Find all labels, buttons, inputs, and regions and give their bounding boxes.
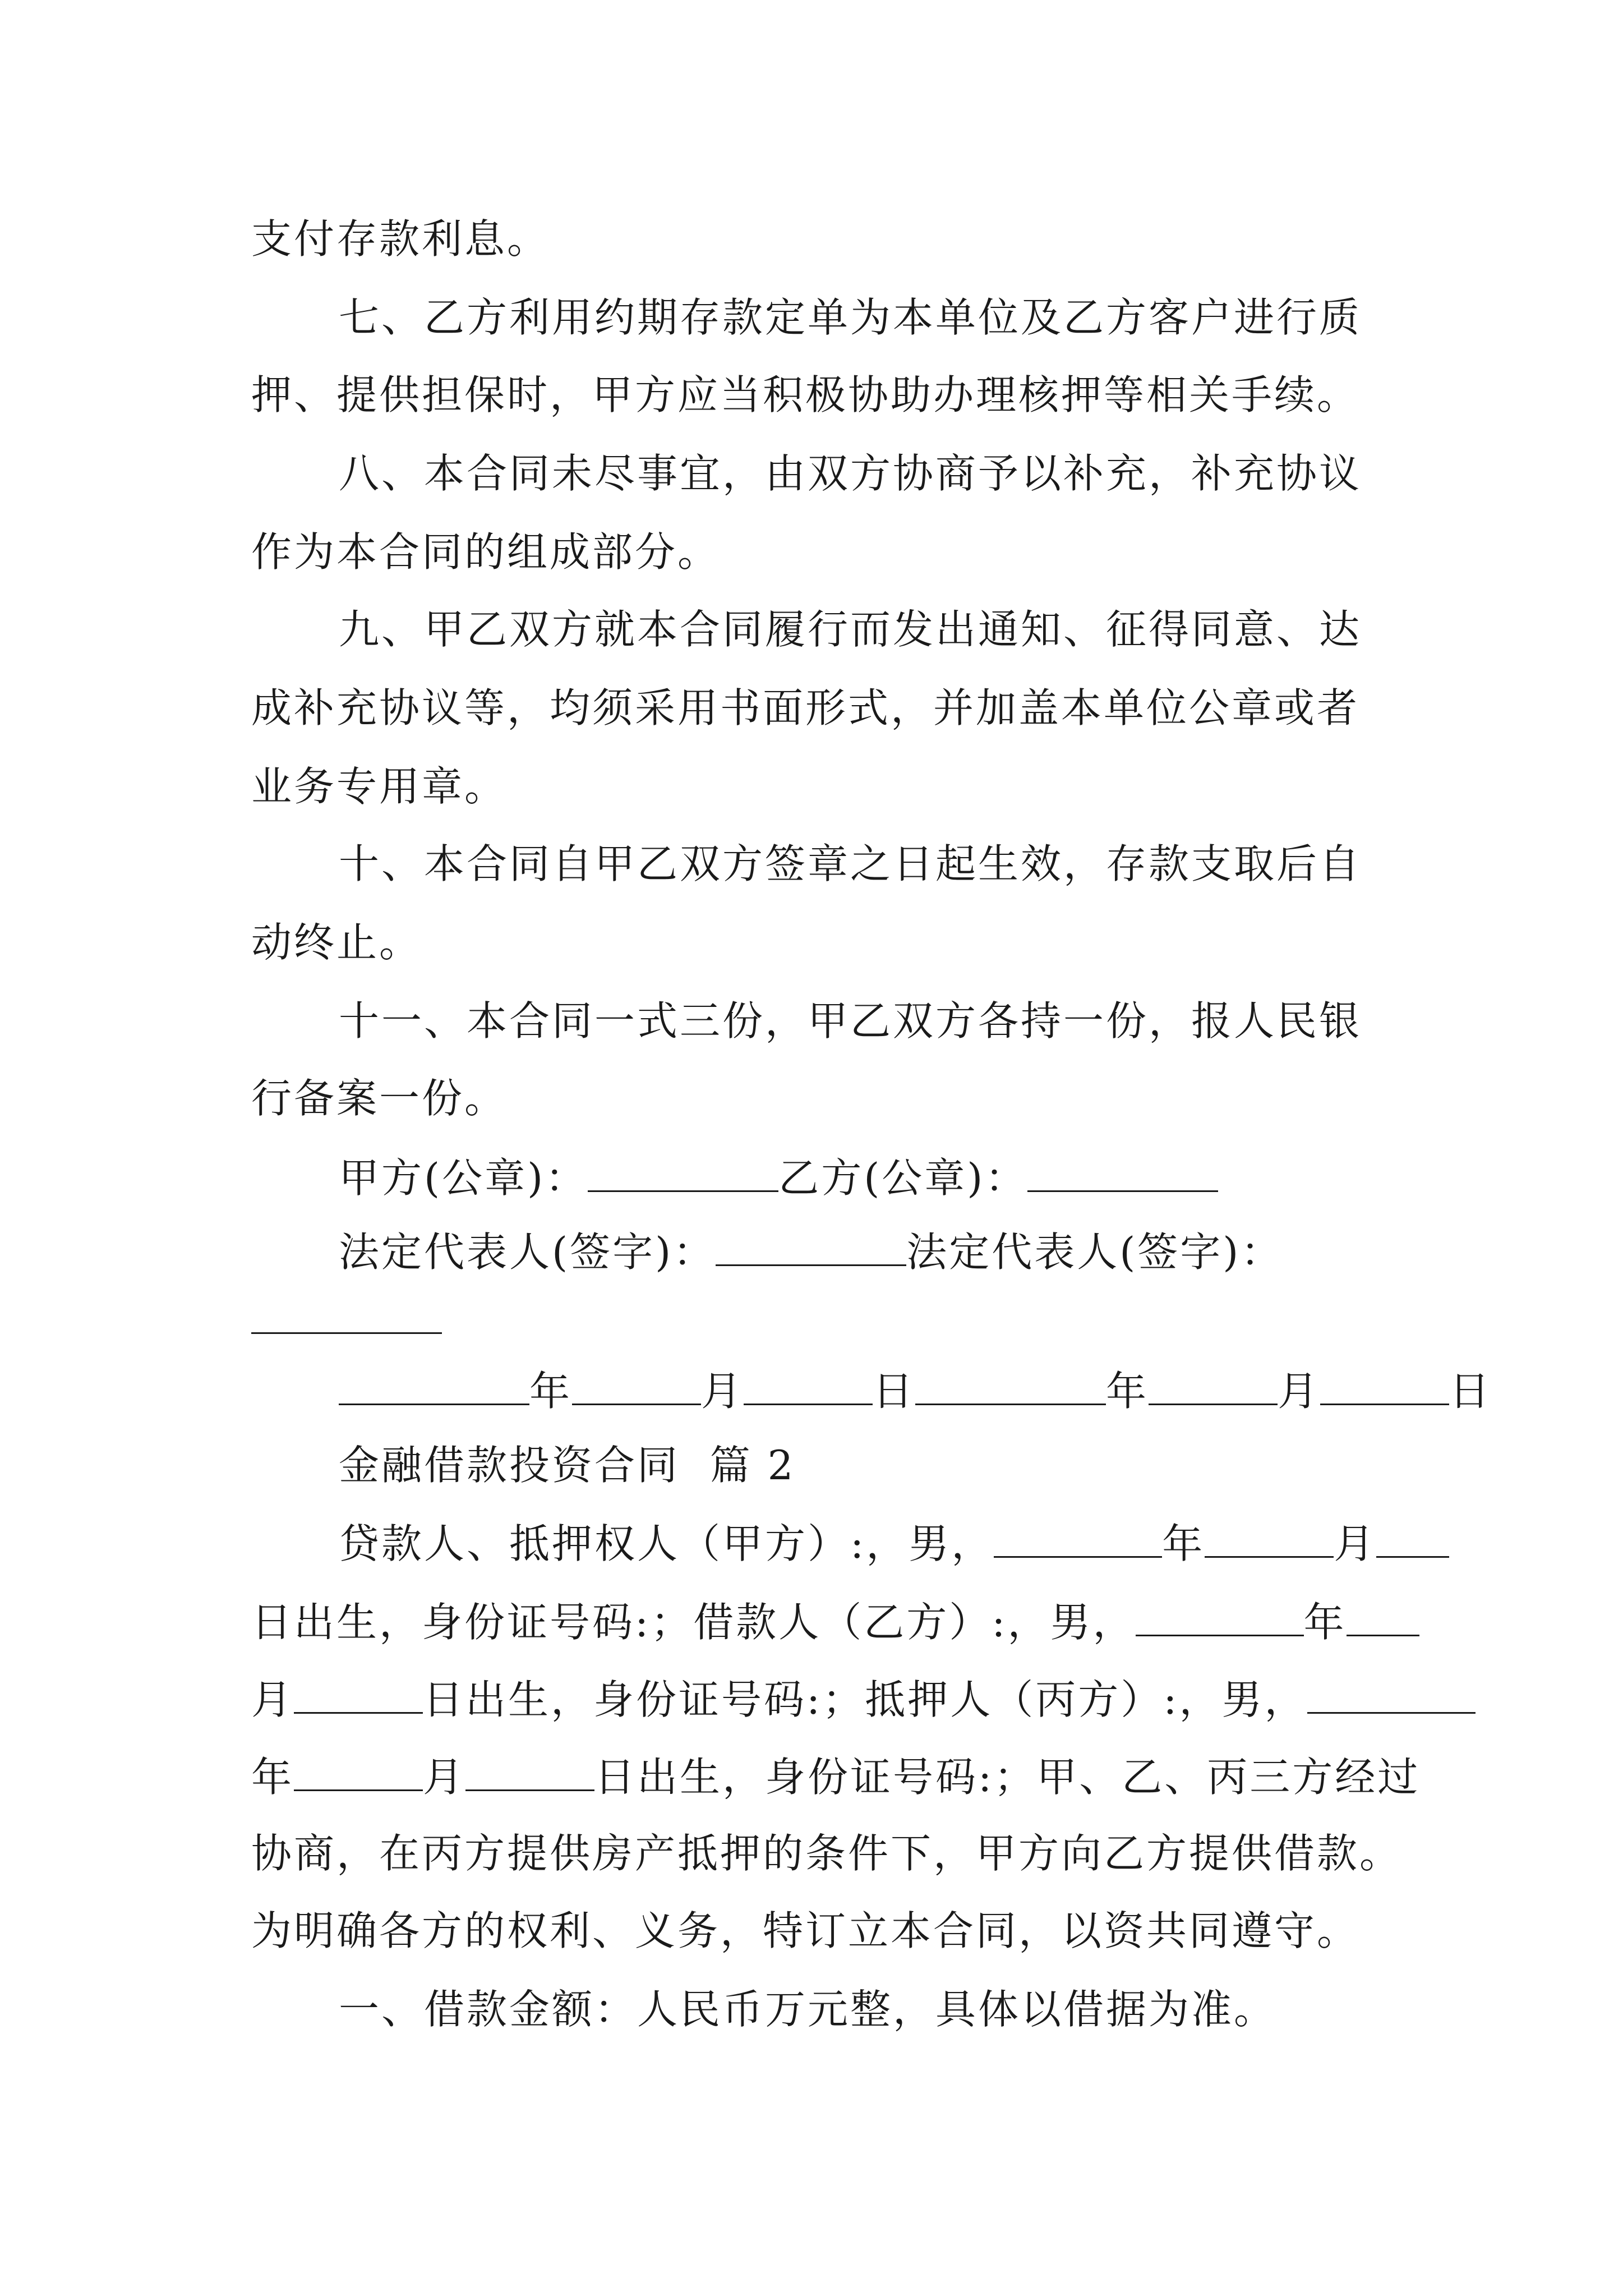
section2-article-1: 一、借款金额：人民币万元整，具体以借据为准。: [339, 1986, 1277, 2033]
mortgagor-birth-day-blank: [465, 1755, 594, 1791]
section2-line-4: [251, 1754, 1421, 1801]
year-label-a: 年: [529, 1368, 573, 1415]
article-9-line-1: 九、甲乙双方就本合同履行而发出通知、征得同意、达: [339, 606, 1362, 653]
month-blank-b: [1149, 1369, 1278, 1405]
lender-birth-day-blank: [1376, 1521, 1449, 1558]
party-b-representative-label: 法定代表人(签字)：: [906, 1228, 1284, 1276]
article-9-line-2: 成补充协议等，均须采用书面形式，并加盖本单位公章或者: [251, 684, 1360, 731]
mortgagor-birth-year-blank: [1307, 1677, 1476, 1714]
article-9-line-3: 业务专用章。: [251, 763, 508, 810]
article-11-line-1: 十一、本合同一式三份，甲乙双方各持一份，报人民银: [339, 997, 1362, 1045]
section2-line-2: [251, 1599, 1419, 1646]
article-8-line-2: 作为本合同的组成部分。: [251, 528, 721, 576]
section2-line-3: [251, 1676, 1476, 1723]
borrower-info-text: 日出生，身份证号码:；借款人（乙方）:，男，: [251, 1599, 1136, 1646]
signature-date-line: [339, 1368, 1492, 1415]
lender-info-text: 贷款人、抵押权人（甲方）:，男，: [339, 1520, 994, 1567]
article-10-line-2: 动终止。: [251, 919, 422, 966]
year-blank-b: [915, 1369, 1106, 1405]
section2-line-6: 为明确各方的权利、义务，特订立本合同，以资共同遵守。: [251, 1907, 1360, 1954]
mortgagor-year-label: 年: [251, 1754, 294, 1801]
month-blank-a: [572, 1369, 701, 1405]
borrower-birth-month-blank: [1347, 1600, 1419, 1636]
section-title: 金融借款投资合同 篇 2: [339, 1442, 796, 1489]
borrower-year-label: 年: [1303, 1599, 1347, 1646]
lender-month-label: 月: [1334, 1520, 1377, 1567]
party-b-seal-label: 乙方(公章)：: [778, 1154, 1028, 1202]
borrower-birth-day-blank: [294, 1677, 423, 1714]
party-a-representative-label: 法定代表人(签字)：: [339, 1228, 716, 1276]
lender-year-label: 年: [1162, 1520, 1205, 1567]
article-10-line-1: 十、本合同自甲乙双方签章之日起生效，存款支取后自: [339, 840, 1362, 887]
section2-line-5: 协商，在丙方提供房产抵押的条件下，甲方向乙方提供借款。: [251, 1830, 1403, 1877]
month-label-b: 月: [1278, 1368, 1321, 1415]
lender-birth-year-blank: [994, 1521, 1162, 1558]
paragraph-line: 支付存款利息。: [251, 215, 550, 263]
day-blank-b: [1320, 1369, 1449, 1405]
party-a-representative-blank: [716, 1230, 906, 1266]
article-7-line-1: 七、乙方利用约期存款定单为本单位及乙方客户进行质: [339, 294, 1362, 341]
lender-birth-month-blank: [1205, 1521, 1334, 1558]
mortgagor-month-label: 月: [423, 1754, 466, 1801]
year-label-b: 年: [1106, 1368, 1149, 1415]
day-label-a: 日: [873, 1368, 916, 1415]
section2-line-1: [339, 1520, 1449, 1567]
year-blank-a: [339, 1369, 529, 1405]
article-7-line-2: 押、提供担保时，甲方应当积极协助办理核押等相关手续。: [251, 371, 1360, 418]
party-a-seal-blank: [588, 1156, 778, 1192]
article-8-line-1: 八、本合同未尽事宜，由双方协商予以补充，补充协议: [339, 450, 1362, 497]
borrower-month-label: 月: [251, 1676, 294, 1723]
three-parties-text: 日出生，身份证号码:；甲、乙、丙三方经过: [594, 1754, 1421, 1801]
mortgagor-birth-month-blank: [294, 1755, 423, 1791]
article-11-line-2: 行备案一份。: [251, 1075, 508, 1122]
party-b-seal-blank: [1027, 1156, 1218, 1192]
party-b-representative-blank: [251, 1332, 442, 1334]
day-blank-a: [744, 1369, 873, 1405]
signature-seal-line: [339, 1154, 1218, 1202]
signature-representative-line: [339, 1228, 1284, 1276]
borrower-birth-year-blank: [1136, 1600, 1304, 1636]
party-a-seal-label: 甲方(公章)：: [339, 1154, 588, 1202]
mortgagor-info-text: 日出生，身份证号码:；抵押人（丙方）:，男，: [423, 1676, 1307, 1723]
month-label-a: 月: [701, 1368, 744, 1415]
day-label-b: 日: [1449, 1368, 1492, 1415]
